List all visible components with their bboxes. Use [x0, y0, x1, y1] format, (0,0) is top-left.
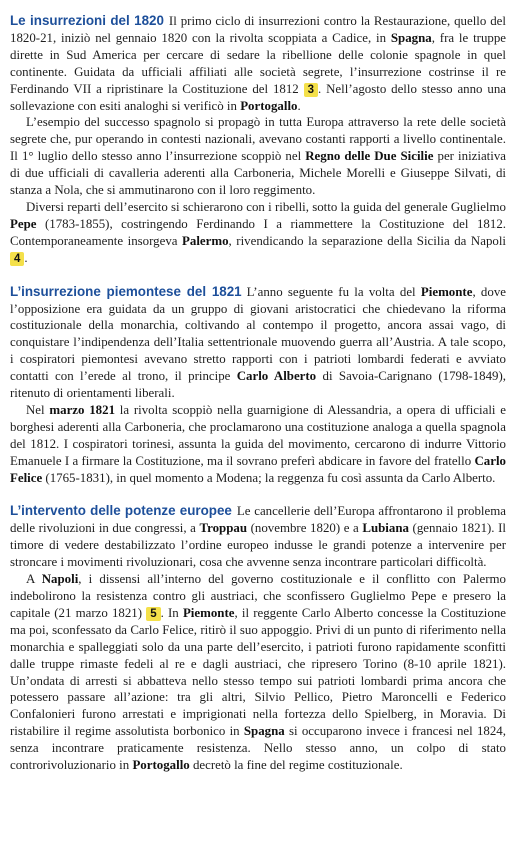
- figure-ref-badge: 4: [10, 252, 24, 266]
- text-run: .: [297, 98, 301, 113]
- text-run: (1783-1855), costringendo Ferdinando I a riammettere la Costituzione del 1812. Contemporaneamente insorgeva: [10, 216, 506, 248]
- paragraph-text: [10, 285, 506, 400]
- figure-ref-badge: 5: [146, 607, 160, 621]
- text-run: A: [26, 572, 42, 587]
- section-intervento-potenze: [10, 503, 506, 774]
- keyword: Palermo: [182, 233, 229, 248]
- text-run: . Nell’agosto dello stesso anno una sollevazione con esiti analoghi si verificò in: [10, 81, 506, 113]
- keyword: Carlo Felice: [10, 453, 506, 485]
- text-run: la rivolta scoppiò nella guarnigione di Alessandria, a opera di ufficiali e borghesi aderenti alla Carboneria, che proclamarono una costituzione analoga a quella spagnola del 1812. I cospiratori torinesi, assunta la guida del movimento, cercarono di indurre Vittorio Emanuele I a firmare la Costituzione, ma il sovrano preferì abdicare in favore del fratello: [10, 402, 506, 468]
- section-heading: L’insurrezione piemontese del 1821: [10, 283, 242, 299]
- text-run: di Savoia-Carignano (1798-1849), ritenuto di orientamenti liberali.: [10, 369, 506, 401]
- text-run: , dove l’opposizione era guidata da un gruppo di giovani aristocratici che chiedevano la riforma costituzionale della monarchia, coltivando al contempo il progetto, ancora assai vago, di conquistare l’indipendenza dell’Italia settentrionale muovendo guerra all’Austria. A tale scopo, i cospiratori piemontesi avevano stretto rapporti con i patrioti lombardi federati e avviato contatti con l’erede al trono, il principe: [10, 284, 506, 384]
- paragraph: [10, 114, 506, 199]
- text-run: , i dissensi all’interno del governo costituzionale e il conflitto con Palermo indebolirono la resistenza contro gli austriaci, che sconfissero Guglielmo Pepe e presero la capitale (21 marzo 1821): [10, 572, 506, 620]
- text-run: (gennaio 1821). Il timore di vedere destabilizzato l’ordine europeo indusse le grandi potenze a intervenire per stroncare i movimenti rivoluzionari, cosa che avvenne senza incontrare particolari difficoltà.: [10, 521, 506, 570]
- text-run: (1765-1831), in quel momento a Modena; la reggenza fu così assunta da Carlo Alberto.: [42, 470, 496, 485]
- paragraph: [10, 571, 506, 774]
- text-run: .: [24, 250, 28, 265]
- section-heading: L’intervento delle potenze europee: [10, 503, 232, 519]
- text-run: L’anno seguente fu la volta del: [246, 284, 421, 299]
- paragraph-text: [10, 200, 506, 265]
- section-insurrezioni-1820: [10, 13, 506, 267]
- text-run: L’esempio del successo spagnolo si propagò in tutta Europa attraverso la rete delle società segrete che, pur operando in contesti nazionali, avevano costanti rapporti a livello continentale. Il 1° luglio dello stesso anno l’insurrezione scoppiò nel: [10, 115, 506, 164]
- paragraph-text: [10, 115, 506, 197]
- text-run: Il primo ciclo di insurrezioni contro la Restaurazione, quello del 1820-21, iniziò nel gennaio 1820 con la rivolta scoppiata a Cadice, in: [10, 14, 506, 45]
- paragraph-text: [10, 403, 506, 485]
- keyword: Pepe: [10, 216, 37, 231]
- keyword: Napoli: [41, 572, 79, 587]
- keyword: Troppau: [199, 521, 248, 536]
- keyword: Spagna: [390, 30, 432, 45]
- keyword: Carlo Alberto: [236, 369, 317, 384]
- keyword: marzo 1821: [49, 402, 116, 417]
- paragraph: [10, 13, 506, 114]
- text-run: Nel: [26, 402, 50, 417]
- keyword: Spagna: [243, 724, 285, 739]
- paragraph: [10, 199, 506, 267]
- text-run: . In: [160, 605, 183, 620]
- paragraph: [10, 402, 506, 487]
- text-run: Diversi reparti dell’esercito si schierarono con i ribelli, sotto la guida del generale Guglielmo: [26, 199, 506, 214]
- figure-ref-badge: 3: [304, 83, 318, 97]
- text-run: Le cancellerie dell’Europa affrontarono il problema delle rivoluzioni in due congressi, a: [10, 504, 506, 536]
- text-run: per iniziativa di due ufficiali di cavalleria aderenti alla Carboneria, Michele Morelli e Giuseppe Silvati, di stanza a Nola, che si ammutinarono con il loro reggimento.: [10, 149, 507, 198]
- paragraph: [10, 284, 506, 402]
- keyword: Portogallo: [132, 758, 190, 773]
- paragraph-text: [10, 14, 506, 113]
- keyword: Lubiana: [362, 521, 409, 536]
- text-run: (novembre 1820) e a: [247, 521, 363, 536]
- paragraph: [10, 503, 506, 571]
- keyword: Portogallo: [240, 98, 298, 113]
- section-insurrezione-piemontese: [10, 284, 506, 487]
- text-run: , fra le truppe dirette in Sud America per cercare di sedare la ribellione delle colonie spagnole in quel continente. Guidata da ufficiali affiliati alle società segrete, l’insurrezione costrinse il re Ferdinando VII a ripristinare la Costituzione del 1812: [10, 30, 506, 96]
- text-run: si occuparono invece i francesi nel 1824, senza incontrare praticamente resistenza. Nello stesso anno, un colpo di stato controrivoluzionario in: [10, 724, 506, 773]
- keyword: Piemonte: [420, 284, 473, 299]
- text-run: , rivendicando la separazione della Sicilia da Napoli: [228, 233, 507, 248]
- paragraph-text: [10, 572, 506, 772]
- section-heading: Le insurrezioni del 1820: [10, 13, 164, 28]
- text-run: , il reggente Carlo Alberto concesse la Costituzione ma poi, sconfessato da Carlo Felice, ritirò il suo appoggio. Privi di un punto di riferimento nella monarchia e spalleggiati solo da una parte dell’esercito, i patrioti furono rapidamente sconfitti dalle truppe rimaste fedeli al re e dagli austriaci, che ripresero Torino (8-10 aprile 1821). Un’ondata di arresti si abbatteva nello stesso tempo sui patrioti lombardi prima ancora che potessero passare all’azione: tra gli altri, Silvio Pellico, Pietro Maroncelli e Federico Confalonieri furono arrestati e imprigionati nella fortezza dello Spielberg, in Moravia. Di ristabilire il regime assolutista borbonico in: [10, 605, 507, 739]
- keyword: Regno delle Due Sicilie: [305, 149, 434, 164]
- text-run: decretò la fine del regime costituzionale.: [189, 758, 403, 773]
- keyword: Piemonte: [182, 605, 235, 620]
